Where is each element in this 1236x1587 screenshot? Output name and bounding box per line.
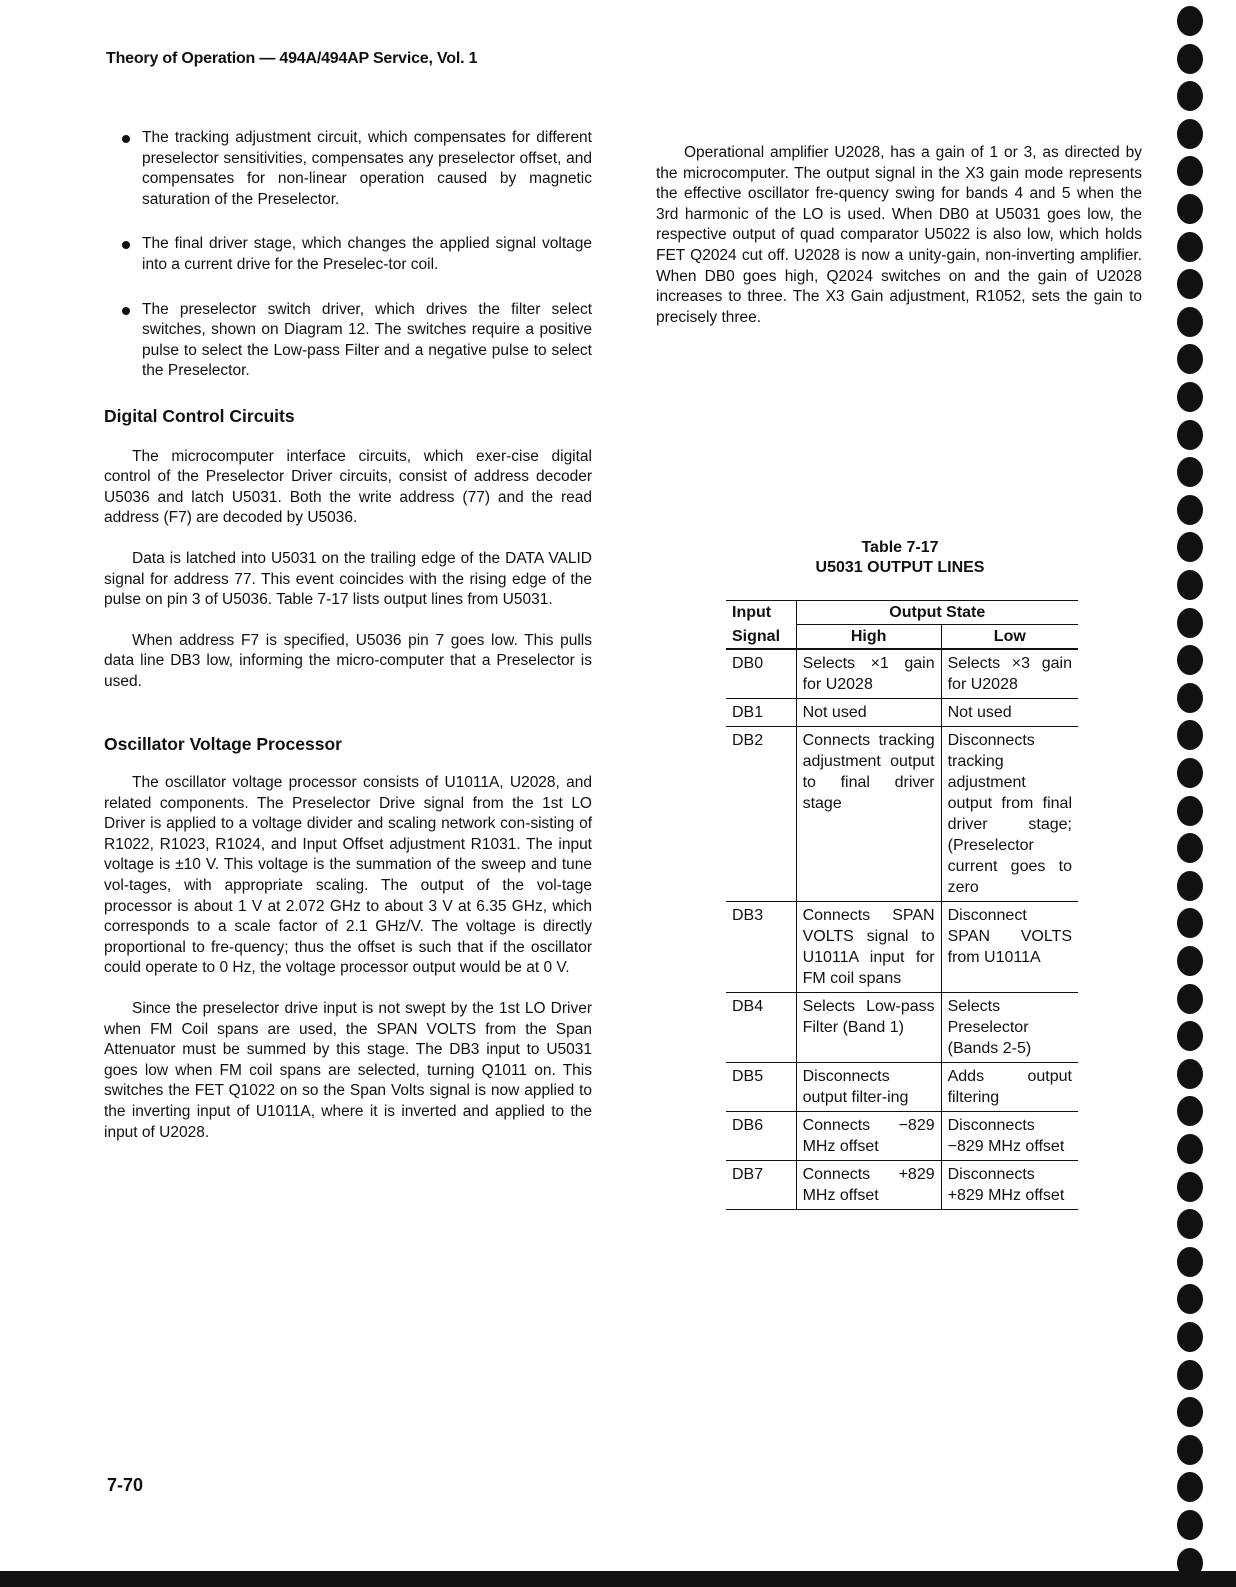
bullet-text: The preselector switch driver, which drives the filter select switches, shown on Diagram 12. The switches require a positive pulse to select the Low-pass Filter and a negative pulse to select the Preselector. bbox=[142, 300, 592, 380]
bullet-list bbox=[104, 128, 592, 382]
binder-hole-icon bbox=[1177, 946, 1203, 976]
low-cell: Selects ×3 gain for U2028 bbox=[941, 649, 1078, 699]
binder-hole-icon bbox=[1177, 683, 1203, 713]
binder-hole-icon bbox=[1177, 608, 1203, 638]
binder-hole-icon bbox=[1177, 833, 1203, 863]
binder-hole-icon bbox=[1177, 532, 1203, 562]
high-cell: Disconnects output filter-ing bbox=[796, 1063, 941, 1112]
table-row bbox=[726, 993, 1078, 1063]
low-cell: Disconnects +829 MHz offset bbox=[941, 1161, 1078, 1210]
paragraph: Operational amplifier U2028, has a gain of 1 or 3, as directed by the microcomputer. The output signal in the X3 gain mode represents the effective oscillator fre-quency swing for bands 4 and 5 when the 3rd harmonic of the LO is used. When DB0 at U5031 goes low, the respective output of quad comparator U5022 is also low, which holds FET Q2024 cut off. U2028 is now a unity-gain, non-inverting amplifier. When DB0 goes high, Q2024 switches on and the gain of U2028 increases to three. The X3 Gain adjustment, R1052, sets the gain to precisely three. bbox=[656, 144, 1142, 326]
high-cell: Selects ×1 gain for U2028 bbox=[796, 649, 941, 699]
binder-hole-icon bbox=[1177, 1510, 1203, 1540]
binder-hole-icon bbox=[1177, 1059, 1203, 1089]
bullet-text: The final driver stage, which changes the applied signal voltage into a current drive for the Preselec-tor coil. bbox=[142, 235, 592, 273]
binder-hole-icon bbox=[1177, 495, 1203, 525]
scan-edge-bar bbox=[0, 1571, 1236, 1587]
bullet-item bbox=[104, 300, 592, 382]
binder-holes bbox=[1177, 0, 1207, 1587]
table-row bbox=[726, 1161, 1078, 1210]
bullet-item bbox=[104, 234, 592, 275]
high-cell: Connects tracking adjustment output to final driver stage bbox=[796, 727, 941, 902]
high-cell: Selects Low-pass Filter (Band 1) bbox=[796, 993, 941, 1063]
binder-hole-icon bbox=[1177, 1247, 1203, 1277]
binder-hole-icon bbox=[1177, 1397, 1203, 1427]
table-row bbox=[726, 1112, 1078, 1161]
paragraph: Data is latched into U5031 on the trailing edge of the DATA VALID signal for address 77. This event coincides with the rising edge of the pulse on pin 3 of U5036. Table 7-17 lists output lines from U5031. bbox=[104, 549, 592, 609]
binder-hole-icon bbox=[1177, 1021, 1203, 1051]
high-cell: Connects −829 MHz offset bbox=[796, 1112, 941, 1161]
binder-hole-icon bbox=[1177, 382, 1203, 412]
table-row bbox=[726, 902, 1078, 993]
output-lines-table bbox=[726, 600, 1078, 1210]
column-header-low: Low bbox=[941, 625, 1078, 650]
binder-hole-icon bbox=[1177, 984, 1203, 1014]
column-header-high: High bbox=[796, 625, 941, 650]
binder-hole-icon bbox=[1177, 1322, 1203, 1352]
paragraph: The oscillator voltage processor consists of U1011A, U2028, and related components. The Preselector Drive signal from the 1st LO Driver is applied to a voltage divider and scaling network con-sisting of R1022, R1023, R1024, and Input Offset adjustment R1031. The input voltage is ±10 V. This voltage is the summation of the sweep and tune vol-tages, with appropriate scaling. The output of the vol-tage processor is about 1 V at 2.072 GHz to about 3 V at 6.35 GHz, which corresponds to a scale factor of 2.1 GHz/V. The voltage is directly proportional to fre-quency; thus the offset is such that if the oscillator could operate to 0 Hz, the voltage processor output would be at 0 V. bbox=[104, 774, 592, 977]
column-header-input: Input bbox=[726, 601, 796, 625]
table-number: Table 7-17 bbox=[861, 539, 939, 556]
signal-cell: DB2 bbox=[726, 727, 796, 902]
binder-hole-icon bbox=[1177, 1284, 1203, 1314]
table-row bbox=[726, 699, 1078, 727]
binder-hole-icon bbox=[1177, 908, 1203, 938]
low-cell: Adds output filtering bbox=[941, 1063, 1078, 1112]
binder-hole-icon bbox=[1177, 796, 1203, 826]
bullet-icon bbox=[122, 135, 130, 143]
bullet-item bbox=[104, 128, 592, 210]
page-header: Theory of Operation — 494A/494AP Service, Vol. 1 bbox=[106, 50, 478, 67]
binder-hole-icon bbox=[1177, 570, 1203, 600]
paragraph: Since the preselector drive input is not swept by the 1st LO Driver when FM Coil spans are used, the SPAN VOLTS from the Span Attenuator must be summed by this stage. The DB3 input to U5031 goes low when FM coil spans are selected, turning Q1011 on. This switches the FET Q1022 on so the Span Volts signal is now applied to the inverting input of U1011A, where it is inverted and applied to the input of U2028. bbox=[104, 1000, 592, 1141]
column-header-output-state: Output State bbox=[796, 601, 1078, 625]
signal-cell: DB5 bbox=[726, 1063, 796, 1112]
page-number: 7-70 bbox=[107, 1475, 144, 1495]
section-heading-digital-control: Digital Control Circuits bbox=[104, 405, 295, 426]
table-row bbox=[726, 727, 1078, 902]
bullet-icon bbox=[122, 307, 130, 315]
low-cell: Disconnects −829 MHz offset bbox=[941, 1112, 1078, 1161]
binder-hole-icon bbox=[1177, 232, 1203, 262]
binder-hole-icon bbox=[1177, 81, 1203, 111]
table-title: U5031 OUTPUT LINES bbox=[815, 559, 985, 576]
signal-cell: DB7 bbox=[726, 1161, 796, 1210]
binder-hole-icon bbox=[1177, 758, 1203, 788]
signal-cell: DB0 bbox=[726, 649, 796, 699]
binder-hole-icon bbox=[1177, 307, 1203, 337]
binder-hole-icon bbox=[1177, 344, 1203, 374]
low-cell: Disconnects tracking adjustment output from final driver stage; (Preselector current goes to zero bbox=[941, 727, 1078, 902]
binder-hole-icon bbox=[1177, 119, 1203, 149]
table-row bbox=[726, 1063, 1078, 1112]
binder-hole-icon bbox=[1177, 1096, 1203, 1126]
binder-hole-icon bbox=[1177, 1134, 1203, 1164]
section-heading-oscillator-voltage: Oscillator Voltage Processor bbox=[104, 734, 342, 755]
binder-hole-icon bbox=[1177, 457, 1203, 487]
binder-hole-icon bbox=[1177, 44, 1203, 74]
binder-hole-icon bbox=[1177, 6, 1203, 36]
table-row bbox=[726, 649, 1078, 699]
high-cell: Not used bbox=[796, 699, 941, 727]
signal-cell: DB1 bbox=[726, 699, 796, 727]
binder-hole-icon bbox=[1177, 1435, 1203, 1465]
binder-hole-icon bbox=[1177, 1360, 1203, 1390]
paragraph: When address F7 is specified, U5036 pin 7 goes low. This pulls data line DB3 low, informing the micro-computer that a Preselector is used. bbox=[104, 631, 592, 690]
left-column bbox=[104, 128, 592, 1143]
binder-hole-icon bbox=[1177, 156, 1203, 186]
high-cell: Connects SPAN VOLTS signal to U1011A input for FM coil spans bbox=[796, 902, 941, 993]
column-header-signal: Signal bbox=[726, 625, 796, 650]
signal-cell: DB3 bbox=[726, 902, 796, 993]
low-cell: Disconnect SPAN VOLTS from U1011A bbox=[941, 902, 1078, 993]
binder-hole-icon bbox=[1177, 720, 1203, 750]
binder-hole-icon bbox=[1177, 1172, 1203, 1202]
signal-cell: DB6 bbox=[726, 1112, 796, 1161]
binder-hole-icon bbox=[1177, 871, 1203, 901]
paragraph: The microcomputer interface circuits, which exer-cise digital control of the Preselector Driver circuits, consist of address decoder U5036 and latch U5031. Both the write address (77) and the read address (F7) are decoded by U5036. bbox=[104, 447, 592, 527]
binder-hole-icon bbox=[1177, 269, 1203, 299]
bullet-icon bbox=[122, 241, 130, 249]
high-cell: Connects +829 MHz offset bbox=[796, 1161, 941, 1210]
low-cell: Not used bbox=[941, 699, 1078, 727]
binder-hole-icon bbox=[1177, 1472, 1203, 1502]
table-caption bbox=[727, 538, 1073, 578]
right-column bbox=[656, 143, 1142, 328]
bullet-text: The tracking adjustment circuit, which compensates for different preselector sensitivities, compensates any preselector offset, and compensates for non-linear operation caused by magnetic saturation of the Preselector. bbox=[142, 129, 592, 208]
signal-cell: DB4 bbox=[726, 993, 796, 1063]
binder-hole-icon bbox=[1177, 420, 1203, 450]
binder-hole-icon bbox=[1177, 1209, 1203, 1239]
binder-hole-icon bbox=[1177, 194, 1203, 224]
binder-hole-icon bbox=[1177, 645, 1203, 675]
low-cell: Selects Preselector (Bands 2-5) bbox=[941, 993, 1078, 1063]
